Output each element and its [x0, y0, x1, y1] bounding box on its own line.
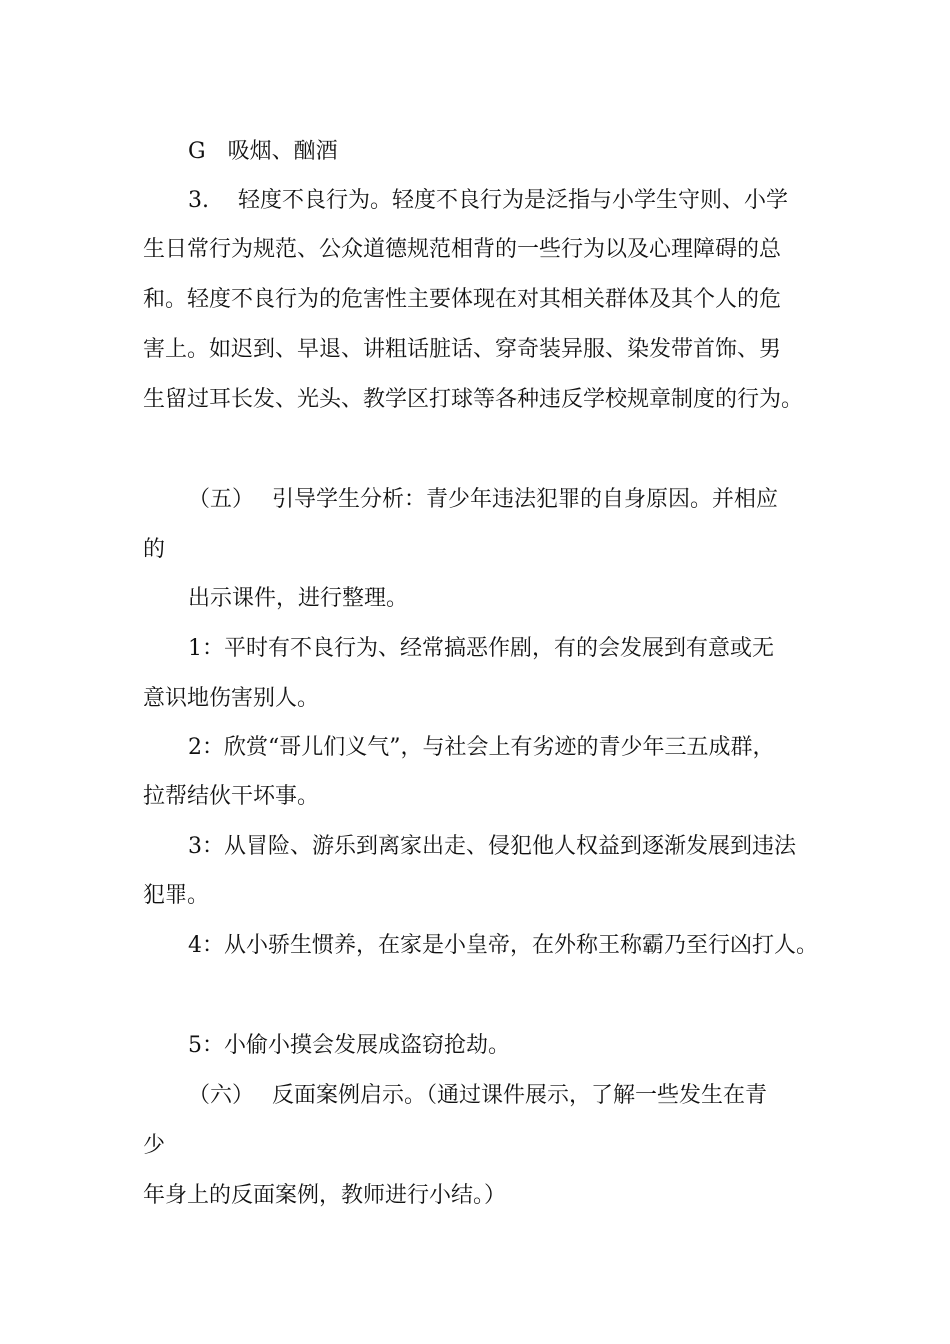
text-line: 少	[143, 1133, 166, 1158]
text-line: 出示课件，进行整理。	[188, 586, 409, 611]
text-line: 犯罪。	[143, 883, 210, 908]
list-item: 4：从小骄生惯养，在家是小皇帝，在外称王称霸乃至行凶打人。	[188, 933, 818, 958]
text-line: 生日常行为规范、公众道德规范相背的一些行为以及心理障碍的总	[143, 237, 782, 262]
text-line: 拉帮结伙干坏事。	[143, 784, 320, 809]
text-line: G 吸烟、酗酒	[188, 139, 338, 164]
text-line: 年身上的反面案例，教师进行小结。）	[143, 1183, 507, 1208]
text-line: 和。轻度不良行为的危害性主要体现在对其相关群体及其个人的危	[143, 287, 782, 312]
list-item: 2：欣赏“哥儿们义气”，与社会上有劣迹的青少年三五成群，	[188, 735, 775, 760]
text-line: 的	[143, 537, 166, 562]
list-item: 5：小偷小摸会发展成盗窃抢劫。	[188, 1033, 510, 1058]
text-line: 生留过耳长发、光头、教学区打球等各种违反学校规章制度的行为。	[143, 387, 804, 412]
text-line: 害上。如迟到、早退、讲粗话脏话、穿奇装异服、染发带首饰、男	[143, 337, 782, 362]
text-line: 3. 轻度不良行为。轻度不良行为是泛指与小学生守则、小学	[188, 188, 788, 213]
list-item: 1：平时有不良行为、经常搞恶作剧，有的会发展到有意或无	[188, 636, 774, 661]
section-heading: （六） 反面案例启示。（通过课件展示，了解一些发生在青	[188, 1083, 767, 1108]
section-heading: （五） 引导学生分析：青少年违法犯罪的自身原因。并相应	[188, 487, 778, 512]
text-line: 意识地伤害别人。	[143, 686, 320, 711]
list-item: 3：从冒险、游乐到离家出走、侵犯他人权益到逐渐发展到违法	[188, 834, 796, 859]
